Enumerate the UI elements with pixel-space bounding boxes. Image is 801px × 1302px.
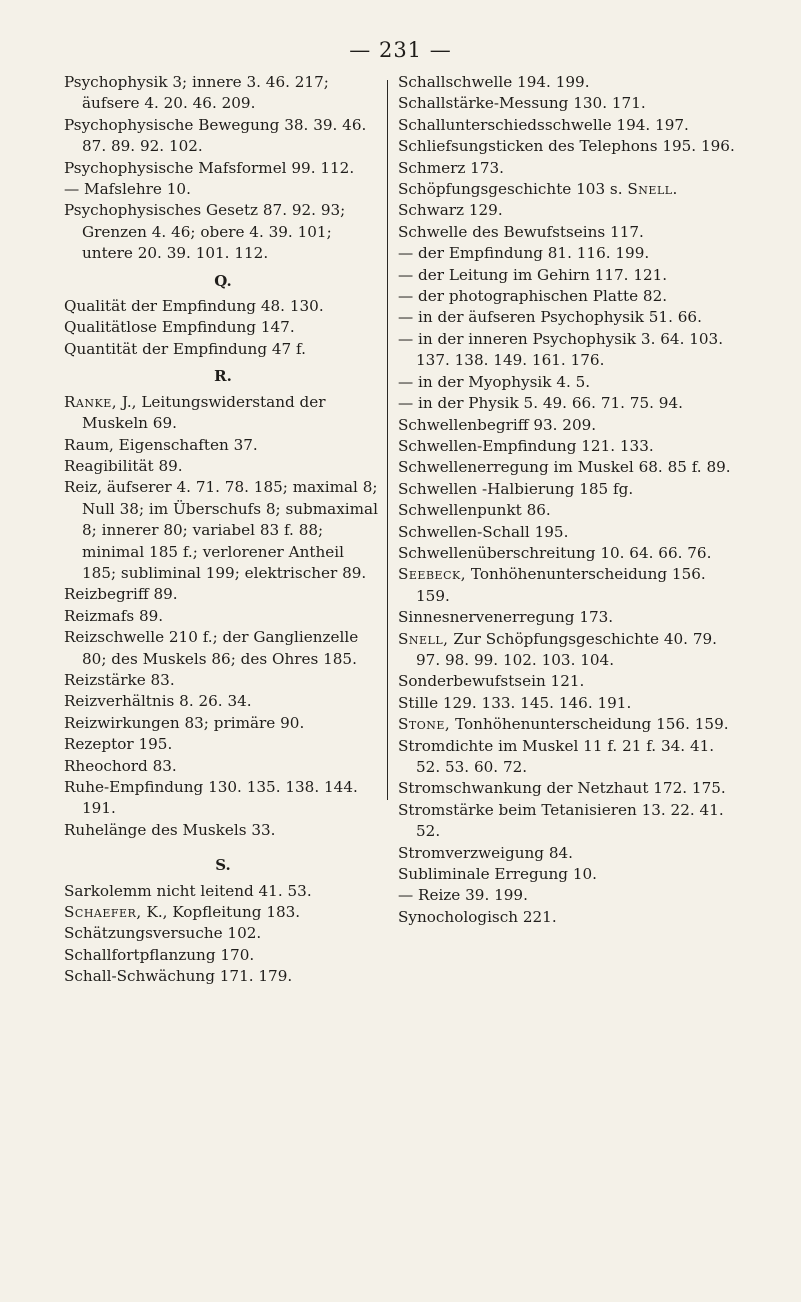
index-entry: Schwelle des Bewufstseins 117. [398,222,644,241]
index-entry: Reiz, äufserer 4. 71. 78. 185; maximal 8; Null 38; im Überschufs 8; submaximal 8; innerer 80; variabel 83 f. 88; minimal 185 f.; verlorener Antheil 185; subliminal 199; elektrischer 89. [64,478,378,582]
entry-text: Zur Schöpfungsgeschichte 40. 79. 97. 98. 99. 102. 103. 104. [416,629,717,669]
index-entry: Schwarz 129. [398,201,503,220]
index-entry-schaefer [64,902,382,923]
index-entry: — Reize 39. 199. [398,886,528,905]
index-entry: Schwellenbegriff 93. 209. [398,415,597,434]
index-entry: Quantität der Empfindung 47 f. [64,339,306,358]
index-entry: Rheochord 83. [64,756,177,775]
index-entry: Sarkolemm nicht leitend 41. 53. [64,881,312,900]
entries-s1 [64,881,382,902]
index-entry: Schwellen-Schall 195. [398,522,569,541]
entry-text: K., Kopfleitung 183. [141,903,301,922]
index-entry: Schwellen-Empfindung 121. 133. [398,436,654,455]
index-entry: Schall-Schwächung 171. 179. [64,967,293,986]
index-entry: Stromschwankung der Netzhaut 172. 175. [398,779,726,798]
index-entry: — in der äufseren Psychophysik 51. 66. [398,308,702,327]
index-entry: Schallstärke-Messung 130. 171. [398,94,646,113]
index-entry-sinnesnerven: Sinnesnervenerregung 173. [398,608,614,627]
entries-c [398,671,738,714]
index-entry-seebeck [398,564,738,607]
index-entry: — in der inneren Psychophysik 3. 64. 103. 137. 138. 149. 161. 176. [398,329,724,370]
author-name: Stone, [398,715,451,734]
entries-a [398,72,738,179]
index-entry: Qualität der Empfindung 48. 130. [64,297,324,316]
index-entry: Psychophysisches Gesetz 87. 92. 93; Grenzen 4. 46; obere 4. 39. 101; untere 20. 39. 101. 112. [64,201,346,263]
index-entry: Schwellenpunkt 86. [398,501,551,520]
entry-text: Schöpfungsgeschichte 103 s. [398,180,628,199]
index-entry-snell [398,629,738,672]
index-entry: Psychophysische Mafsformel 99. 112. [64,158,355,177]
author-name: Snell. [627,180,678,199]
section-heading-r: R. [214,367,232,386]
author-name: Ranke, [64,392,118,411]
index-entry: Schallfortpflanzung 170. [64,945,255,964]
index-entry: Schallschwelle 194. 199. [398,73,590,91]
entries-s2 [64,923,382,987]
index-entry: Reizbegriff 89. [64,585,178,604]
entries-d [398,736,738,929]
index-entry-schoepfung [398,179,738,200]
index-entry: Schwellenüberschreitung 10. 64. 66. 76. [398,543,712,562]
entry-text: Tonhöhenunterscheidung 156. 159. [450,715,729,734]
index-entry: Qualitätlose Empfindung 147. [64,318,295,337]
index-entry: Stromdichte im Muskel 11 f. 21 f. 34. 41. 52. 53. 60. 72. [398,736,715,776]
entries-q [64,296,382,360]
index-right-column [398,72,738,928]
index-entry: Rezeptor 195. [64,735,173,754]
index-entry: Reagibilität 89. [64,456,183,475]
index-entry: Stromverzweigung 84. [398,843,573,862]
index-entry: — in der Physik 5. 49. 66. 71. 75. 94. [398,394,683,413]
index-entry: Reizmafs 89. [64,606,164,625]
index-entry: Reizstärke 83. [64,670,175,689]
index-entry: Schätzungsversuche 102. [64,924,262,943]
index-entry: Psychophysik 3; innere 3. 46. 217; äufsere 4. 20. 46. 209. [64,73,329,113]
index-entry: — der photographischen Platte 82. [398,287,668,306]
index-entry: Reizverhältnis 8. 26. 34. [64,692,252,711]
index-entry-ranke [64,392,382,435]
entry-text: Tonhöhenunterscheidung 156. 159. [416,565,706,605]
index-entry: Schwellenerregung im Muskel 68. 85 f. 89. [398,458,731,477]
index-entry: Schmerz 173. [398,158,504,177]
entries-b [398,200,738,564]
index-entry: Raum, Eigenschaften 37. [64,435,258,454]
index-entry: Synochologisch 221. [398,907,557,926]
author-name: Schaefer, [64,903,142,922]
index-entry: Ruhelänge des Muskels 33. [64,820,276,839]
index-entry: Schliefsungsticken des Telephons 195. 196. [398,137,735,156]
index-entry: Sonderbewufstsein 121. [398,672,585,691]
index-entry: — der Leitung im Gehirn 117. 121. [398,265,668,284]
index-entry: Psychophysische Bewegung 38. 39. 46. 87. 89. 92. 102. [64,115,367,156]
entry-text: J., Leitungswiderstand der Muskeln 69. [82,392,326,433]
author-name: Seebeck, [398,565,467,584]
index-left-column [64,72,382,988]
index-entry: Subliminale Erregung 10. [398,865,597,884]
index-entry: Reizschwelle 210 f.; der Ganglienzelle 80; des Muskels 86; des Ohres 185. [64,628,359,668]
index-entry: — Mafslehre 10. [64,180,191,199]
author-name: Snell, [398,629,449,648]
entries-r [64,435,382,842]
index-entry: Stille 129. 133. 145. 146. 191. [398,693,632,712]
section-heading-q: Q. [214,271,232,290]
section-heading-s: S. [215,856,231,875]
index-entry: Stromstärke beim Tetanisieren 13. 22. 41. 52. [398,800,724,841]
entries-p [64,72,382,265]
index-entry: Schwellen -Halbierung 185 fg. [398,479,634,498]
page-number: — 231 — [349,38,452,62]
index-entry: — der Empfindung 81. 116. 199. [398,244,650,263]
index-entry: Ruhe-Empfindung 130. 135. 138. 144. 191. [64,778,358,818]
column-divider [387,80,388,800]
index-entry-stone [398,714,738,735]
index-entry: Schallunterschiedsschwelle 194. 197. [398,115,689,134]
index-entry: Reizwirkungen 83; primäre 90. [64,713,305,732]
index-entry: — in der Myophysik 4. 5. [398,372,591,391]
